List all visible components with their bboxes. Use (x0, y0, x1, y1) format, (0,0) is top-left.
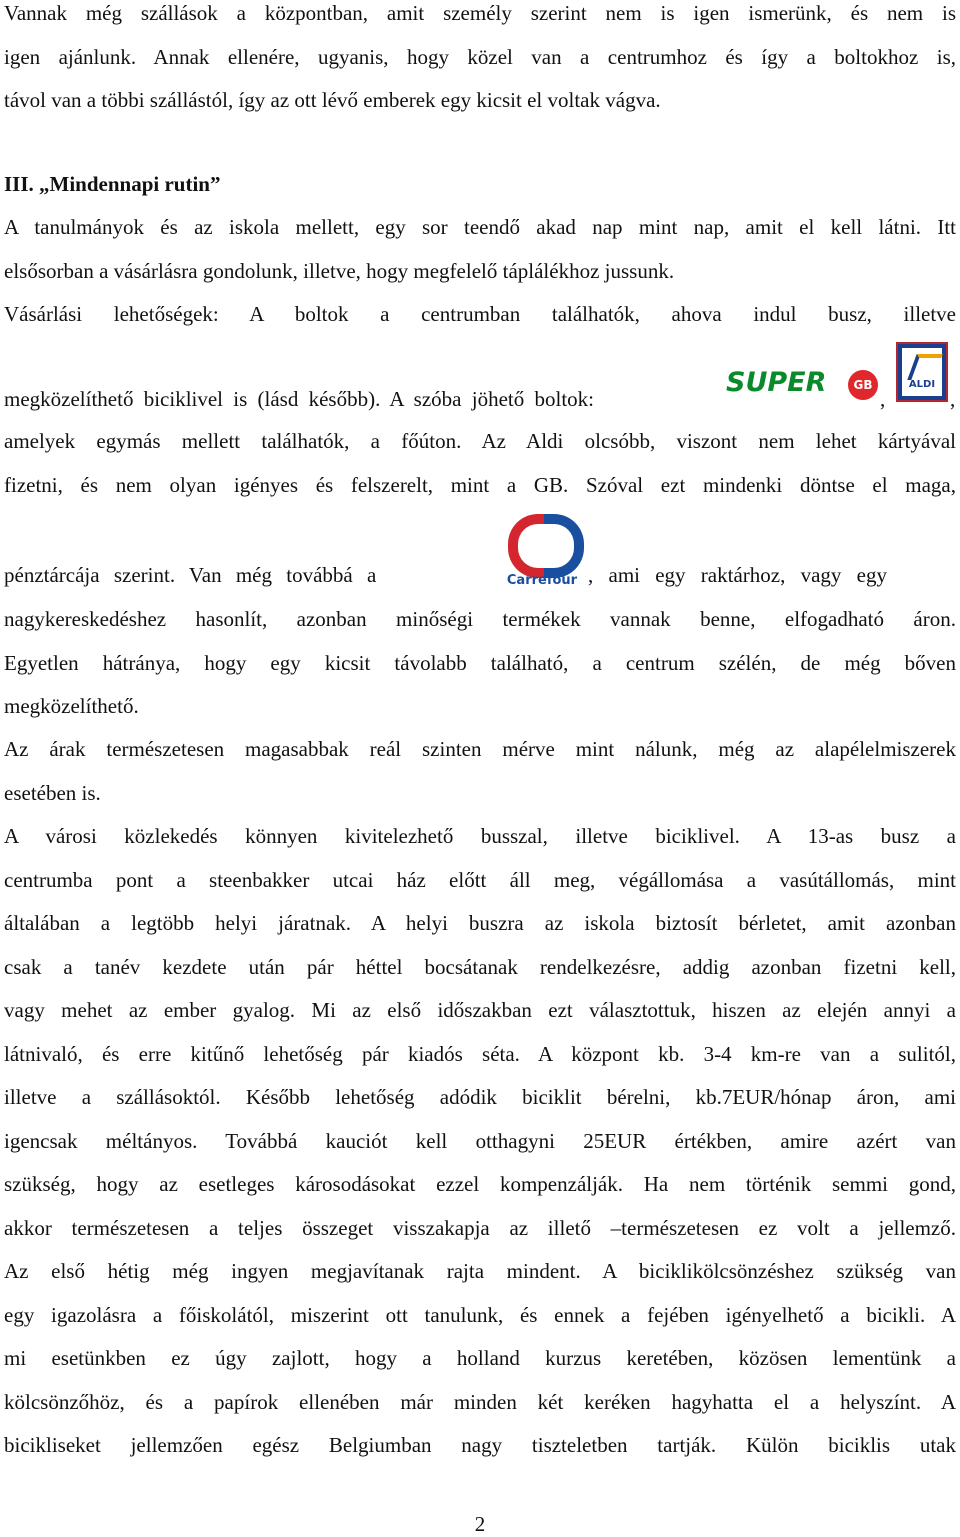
paragraph-intro (4, 206, 956, 337)
text-line: távol van a többi szállástól, így az ott lévő emberek egy kicsit el voltak vágva. (4, 88, 661, 112)
carrefour-before-text: pénztárcája szerint. Van még továbbá a (4, 563, 377, 587)
super-logo-text: SUPER (726, 367, 827, 398)
text-line: bicikliseket jellemzően egész Belgiumban nagy tiszteletben tartják. Külön biciklis utak (4, 1433, 956, 1457)
section-heading: III. „Mindennapi rutin” (4, 172, 221, 196)
text-line: Vannak még szállások a központban, amit személy szerint nem is igen ismerünk, és nem is (4, 1, 956, 25)
super-gb-logo (726, 366, 878, 402)
text-line: általában a legtöbb helyi járatnak. A helyi buszra az iskola biztosít bérletet, amit azonban (4, 911, 956, 935)
text-line: mi esetünkben ez úgy zajlott, hogy a holland kurzus keretében, közösen lementünk a (4, 1346, 956, 1370)
text-line: szükség, hogy az esetleges károsodásokat ezzel kompenzálják. Ha nem történik semmi gond, (4, 1172, 956, 1196)
paragraph-transport (4, 815, 956, 1468)
comma-separator: , (950, 387, 956, 411)
carrefour-right-shape-icon (544, 514, 584, 578)
text-line: egy igazolásra a főiskolától, miszerint ott tanulunk, és ennek a fejében igényelhető a bicikli. A (4, 1302, 956, 1327)
text-line: kölcsönzőhöz, és a papírok ellenében már minden két keréken hagyhatta el a helyszínt. A (4, 1389, 956, 1414)
paragraph-prices (4, 728, 956, 815)
text-line: fizetni, és nem olyan igényes és felszerelt, mint a GB. Szóval ezt mindenki döntse el maga, (4, 472, 956, 497)
text-line: Egyetlen hátránya, hogy egy kicsit távolabb található, a centrum szélén, de még bőven (4, 650, 956, 675)
shops-text: megközelíthető biciklivel is (lásd később). A szóba jöhető boltok: (4, 387, 594, 411)
paragraph-stores (4, 420, 956, 507)
carrefour-line (4, 508, 956, 598)
gb-badge: GB (848, 370, 878, 400)
text-line: akkor természetesen a teljes összeget visszakapja az illető –természetesen ez volt a jellemző. (4, 1215, 956, 1240)
text-line: csak a tanév kezdete után pár héttel bocsátanak rendelkezésre, addig azonban fizetni kell, (4, 954, 956, 979)
text-line: igencsak méltányos. Továbbá kauciót kell otthagyni 25EUR értékben, amire azért van (4, 1128, 956, 1153)
text-line: nagykereskedéshez hasonlít, azonban minőségi termékek vannak benne, elfogadható áron. (4, 607, 956, 631)
text-line: centrumba pont a steenbakker utcai ház előtt áll meg, végállomása a vasútállomás, mint (4, 867, 956, 892)
carrefour-after-text: , ami egy raktárhoz, vagy egy (588, 563, 887, 587)
page-number: 2 (474, 1512, 486, 1536)
text-line: megközelíthető. (4, 694, 139, 718)
text-line: illetve a szállásoktól. Később lehetőség adódik biciklit bérelni, kb.7EUR/hónap áron, ami (4, 1085, 956, 1109)
carrefour-left-shape-icon (508, 514, 548, 578)
text-line: Az első hétig még ingyen megjavítanak rajta mindent. A biciklikölcsönzéshez szükség van (4, 1259, 956, 1283)
aldi-logo-text: ALDI (908, 379, 936, 390)
aldi-logo (896, 342, 948, 402)
text-line: Vásárlási lehetőségek: A boltok a centrumban találhatók, ahova indul busz, illetve (4, 302, 956, 326)
text-line: igen ajánlunk. Annak ellenére, ugyanis, hogy közel van a centrumhoz és így a boltokhoz is, (4, 44, 956, 69)
paragraph-accommodation (4, 0, 956, 123)
carrefour-logo (496, 512, 588, 588)
text-line: látnivaló, és erre kitűnő lehetőség pár kiadós séta. A központ kb. 3-4 km-re van a sulitól, (4, 1041, 956, 1066)
text-line: A városi közlekedés könnyen kivitelezhető busszal, illetve biciklivel. A 13-as busz a (4, 824, 956, 848)
text-line: vagy mehet az ember gyalog. Mi az első időszakban ezt választottuk, hiszen az elején annyi a (4, 998, 956, 1022)
paragraph-carrefour (4, 598, 956, 729)
text-line: amelyek egymás mellett találhatók, a főúton. Az Aldi olcsóbb, viszont nem lehet kártyával (4, 429, 956, 453)
shops-line (4, 338, 956, 416)
comma-separator: , (880, 387, 886, 411)
text-line: Az árak természetesen magasabbak reál szinten mérve mint nálunk, még az alapélelmiszerek (4, 737, 956, 761)
aldi-stripe-icon (907, 354, 942, 380)
text-line: A tanulmányok és az iskola mellett, egy sor teendő akad nap mint nap, amit el kell látni. Itt (4, 215, 956, 239)
text-line: esetében is. (4, 780, 101, 805)
carrefour-logo-text: Carrefour (506, 573, 578, 588)
text-line: elsősorban a vásárlásra gondolunk, illetve, hogy megfelelő táplálékhoz jussunk. (4, 258, 675, 283)
